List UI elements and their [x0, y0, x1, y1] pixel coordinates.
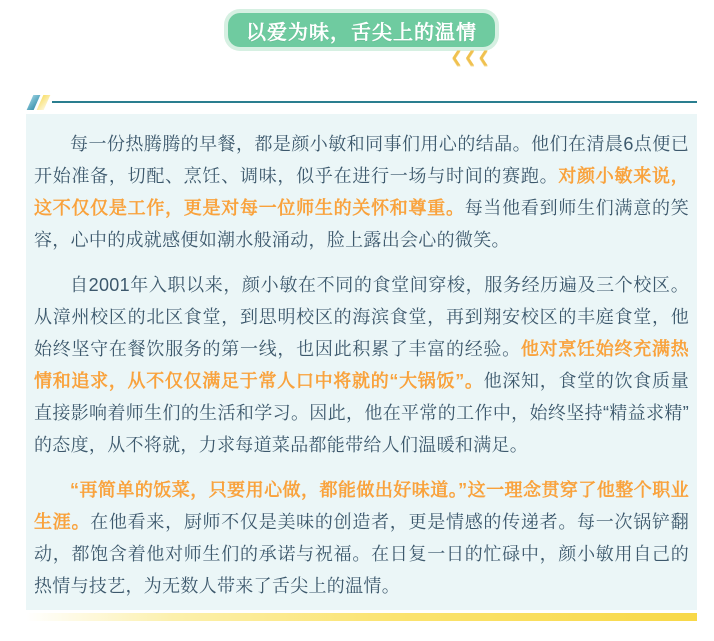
section-title: 以爱为味，舌尖上的温情 — [246, 21, 477, 44]
section-divider — [26, 94, 697, 110]
highlighted-text: “再简单的饭菜，只要用心做，都能做出好味道。”这一理念贯穿了他整个职业生涯。 — [34, 480, 689, 532]
paragraph-2 — [34, 269, 689, 461]
body-text: 每当他看到师生们满意的笑容，心中的成就感便如潮水般涌动，脸上露出会心的微笑。 — [34, 198, 689, 250]
body-text: 每一份热腾腾的早餐，都是颜小敏和同事们用心的结晶。他们在清晨6点便已开始准备，切配、烹饪、调味，似乎在进行一场与时间的赛跑。 — [34, 134, 689, 186]
body-text: 在他看来，厨师不仅是美味的创造者，更是情感的传递者。每一次锅铲翻动，都饱含着他对师生们的承诺与祝福。在日复一日的忙碌中，颜小敏用自己的热情与技艺，为无数人带来了舌尖上的温情。 — [34, 512, 689, 596]
paragraph-3 — [34, 474, 689, 602]
body-text: 自2001年入职以来，颜小敏在不同的食堂间穿梭，服务经历遍及三个校区。从漳州校区的北区食堂，到思明校区的海滨食堂，再到翔安校区的丰庭食堂，他始终坚守在餐饮服务的第一线，也因此积累了丰富的经验。 — [34, 275, 689, 359]
body-text: 他深知，食堂的饮食质量直接影响着师生们的生活和学习。因此，他在平常的工作中，始终坚持“精益求精”的态度，从不将就，力求每道菜品都能带给人们温暖和满足。 — [34, 371, 689, 455]
content-column — [26, 0, 697, 621]
triple-left-chevron-icon: ❮❮❮ — [450, 49, 491, 66]
article-body — [26, 114, 697, 610]
divider-line — [52, 101, 697, 103]
highlighted-text: 他对烹饪始终充满热情和追求，从不仅仅满足于常人口中将就的“大锅饭”。 — [34, 339, 689, 391]
paragraph-1 — [34, 128, 689, 256]
section-title-badge — [224, 9, 499, 66]
bottom-accent-bar — [26, 613, 697, 621]
section-header-row — [26, 9, 697, 66]
section-title-badge-inner — [228, 13, 495, 47]
highlighted-text: 对颜小敏来说，这不仅仅是工作，更是对每一位师生的关怀和尊重。 — [34, 166, 689, 218]
